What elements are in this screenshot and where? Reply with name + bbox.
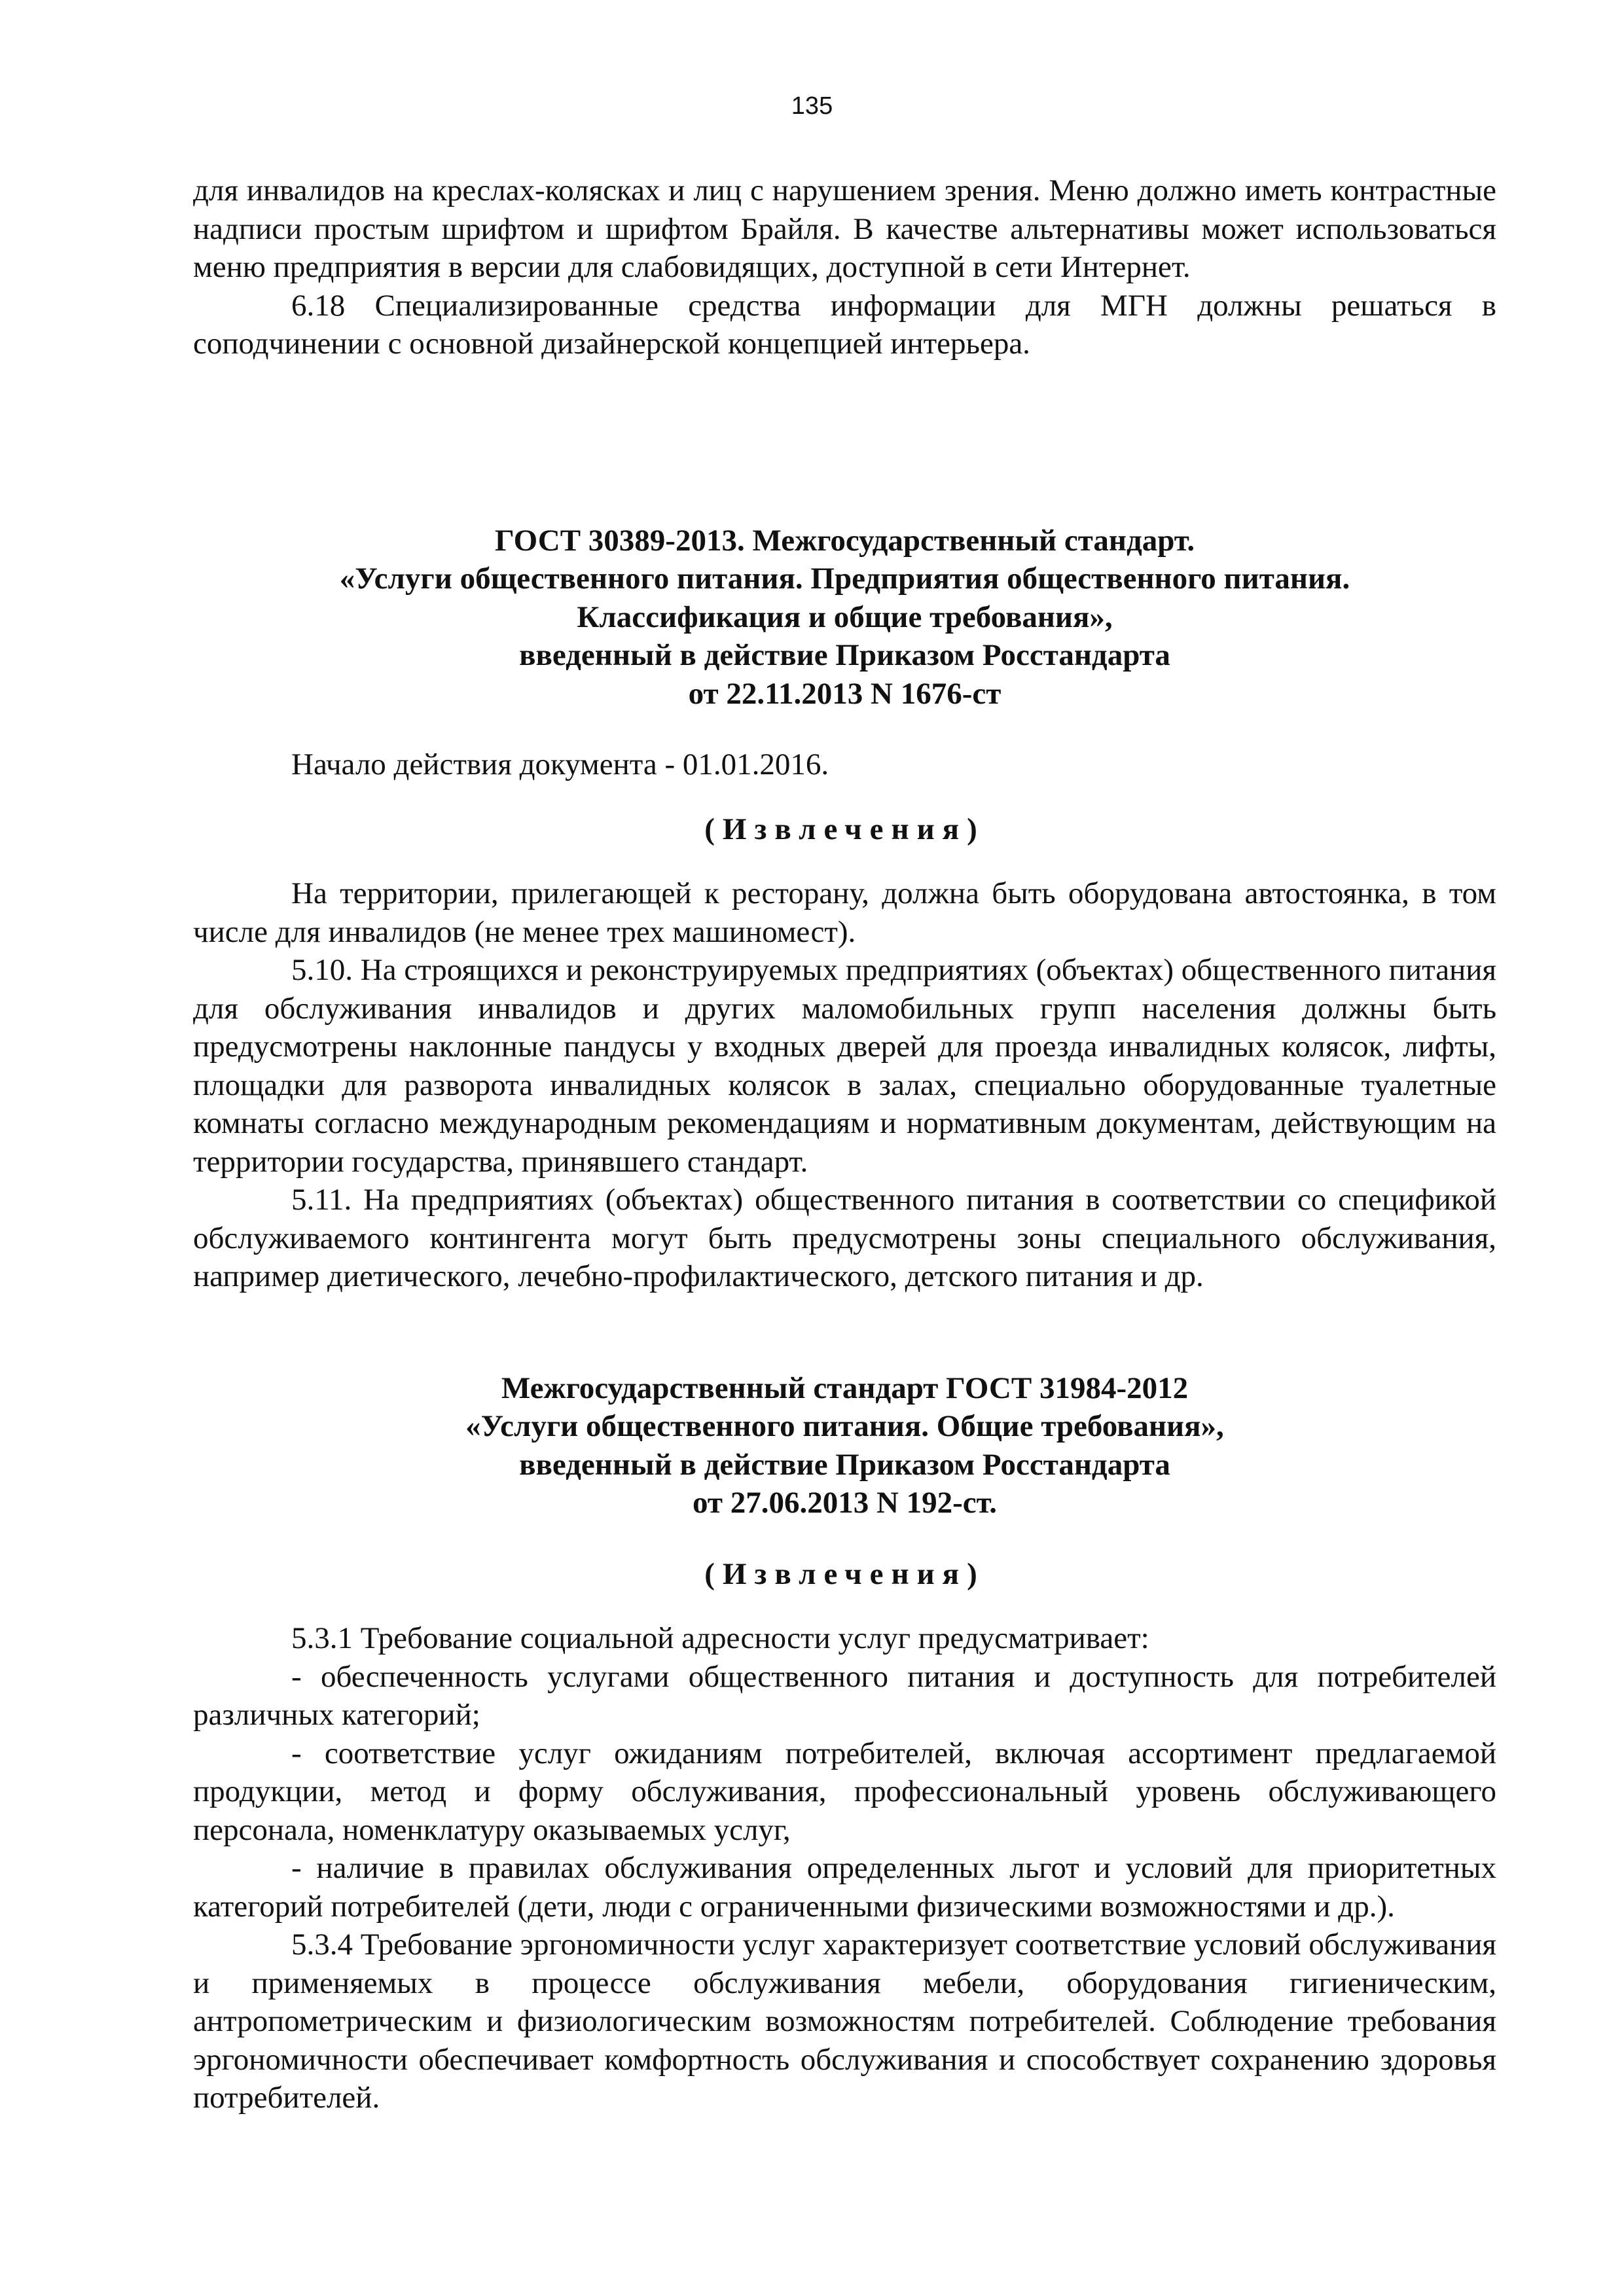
section-2-heading <box>193 1369 1496 1522</box>
section-1-heading-line: Классификация и общие требования», <box>577 600 1113 634</box>
section-2-paragraph: - наличие в правилах обслуживания определенных льгот и условий для приоритетных категорий потребителей (дети, люди с ограниченными физическими возможностями и др.). <box>193 1851 1496 1924</box>
section-1-heading-line: от 22.11.2013 N 1676-ст <box>688 676 1001 711</box>
section-2-paragraph: - обеспеченность услугами общественного питания и доступность для потребителей различных категорий; <box>193 1659 1496 1732</box>
section-1-heading-line: введенный в действие Приказом Росстандарта <box>519 638 1170 672</box>
section-2-heading-line: «Услуги общественного питания. Общие требования», <box>465 1409 1224 1443</box>
section-2-paragraph: 5.3.1 Требование социальной адресности услуг предусматривает: <box>291 1621 1149 1655</box>
section-2-paragraph: - соответствие услуг ожиданиям потребителей, включая ассортимент предлагаемой продукции, метод и форму обслуживания, профессиональный уровень обслуживающего персонала, номенклатуру оказываемых услуг, <box>193 1736 1496 1847</box>
section-1-extract-label: (Извлечения) <box>704 812 985 846</box>
section-1-paragraph: 5.10. На строящихся и реконструируемых предприятиях (объектах) общественного питания для обслуживания инвалидов и других маломобильных групп населения должны быть предусмотрены наклонные пандусы у входных дверей для проезда инвалидных колясок, лифты, площадки для разворота инвалидных колясок в залах, специально оборудованные туалетные комнаты согласно международным рекомендациям и нормативным документам, действующим на территории государства, принявшего стандарт. <box>193 953 1496 1179</box>
section-1-heading-line: «Услуги общественного питания. Предприятия общественного питания. <box>339 562 1350 596</box>
section-2-paragraph: 5.3.4 Требование эргономичности услуг характеризует соответствие условий обслуживания и применяемых в процессе обслуживания мебели, оборудования гигиеническим, антропометрическим и физиологическим возможностям потребителей. Соблюдение требования эргономичности обеспечивает комфортность обслуживания и способствует сохранению здоровья потребителей. <box>193 1928 1496 2115</box>
document-body <box>193 171 1496 2117</box>
section-2-heading-line: от 27.06.2013 N 192-ст. <box>693 1486 997 1520</box>
intro-paragraph-2: 6.18 Специализированные средства информации для МГН должны решаться в соподчинении с основной дизайнерской концепцией интерьера. <box>193 288 1496 361</box>
section-2-heading-line: введенный в действие Приказом Росстандарта <box>519 1447 1170 1482</box>
section-1-paragraph: На территории, прилегающей к ресторану, должна быть оборудована автостоянка, в том числе для инвалидов (не менее трех машиномест). <box>193 876 1496 949</box>
section-1-heading-line: ГОСТ 30389-2013. Межгосударственный стандарт. <box>494 523 1195 558</box>
page-number: 135 <box>791 92 833 120</box>
section-1-heading <box>193 522 1496 713</box>
section-2-extract-label: (Извлечения) <box>704 1556 985 1591</box>
section-1-paragraph: 5.11. На предприятиях (объектах) общественного питания в соответствии со спецификой обслуживаемого контингента могут быть предусмотрены зоны специального обслуживания, например диетического, лечебно-профилактического, детского питания и др. <box>193 1183 1496 1293</box>
document-start-date: Начало действия документа - 01.01.2016. <box>291 747 829 781</box>
intro-paragraph-1: для инвалидов на креслах-колясках и лиц с нарушением зрения. Меню должно иметь контрастные надписи простым шрифтом и шрифтом Брайля. В качестве альтернативы может использоваться меню предприятия в версии для слабовидящих, доступной в сети Интернет. <box>193 173 1496 284</box>
section-2-heading-line: Межгосударственный стандарт ГОСТ 31984-2012 <box>501 1371 1189 1405</box>
